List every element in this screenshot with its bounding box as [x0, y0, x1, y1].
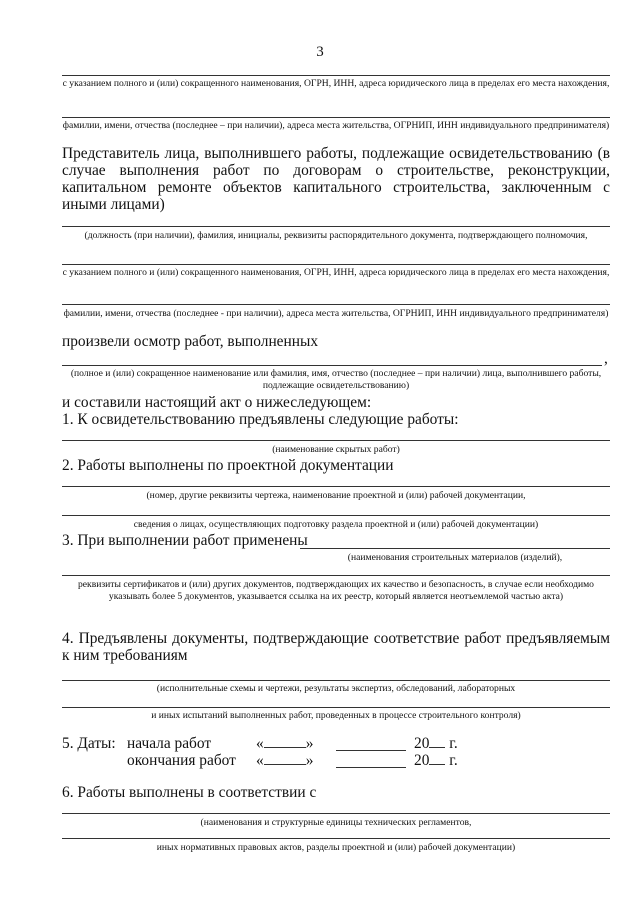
performer-comma: ,	[604, 350, 608, 367]
ip-line	[62, 117, 610, 118]
materials-caption: (наименования строительных материалов (изделий),	[347, 552, 563, 563]
designer-line	[62, 515, 610, 516]
item-6: 6. Работы выполнены в соответствии с	[62, 784, 317, 801]
position-line	[62, 226, 610, 227]
designer-caption: сведения о лицах, осуществляющих подготовку раздела проектной и (или) рабочей документации)	[133, 519, 539, 530]
ip-caption-2: фамилии, имени, отчества (последнее - при наличии), адреса места жительства, ОГРНИП, ИНН индивидуального предпринимателя)	[63, 308, 609, 319]
start-month-blank	[336, 750, 406, 751]
materials-line	[300, 548, 610, 549]
start-year-suffix: г.	[449, 735, 458, 752]
item-3: 3. При выполнении работ применены	[62, 532, 308, 549]
org-caption-2: с указанием полного и (или) сокращенного наименования, ОГРН, ИНН, адреса юридического лица в пределах его места нахождения,	[62, 267, 610, 278]
end-year-prefix: 20	[414, 752, 430, 769]
end-label: окончания работ	[127, 752, 236, 769]
regulations-caption: (наименования и структурные единицы технических регламентов,	[200, 817, 472, 828]
exec-schemes-caption: (исполнительные схемы и чертежи, результаты экспертиз, обследований, лабораторных	[156, 683, 516, 694]
org-line	[62, 75, 610, 76]
end-quote-close: »	[305, 752, 314, 769]
performer-line	[62, 365, 602, 366]
hidden-works-line	[62, 440, 610, 441]
ip-caption: фамилии, имени, отчества (последнее – при наличии), адреса места жительства, ОГРНИП, ИНН индивидуального предпринимателя)	[62, 120, 610, 131]
start-year-blank	[429, 735, 445, 748]
performer-caption: (полное и (или) сокращенное наименование или фамилия, имя, отчество (последнее – при наличии) лица, выполнившего работы, подлежащие освидетельствованию)	[70, 368, 602, 391]
start-quote-open: «	[256, 735, 264, 752]
end-date	[256, 752, 313, 769]
start-date	[256, 735, 313, 752]
exec-schemes-line	[62, 680, 610, 681]
ip-line-2	[62, 304, 610, 305]
other-acts-caption: иных нормативных правовых актов, разделы проектной и (или) рабочей документации)	[156, 842, 516, 853]
page-number: 3	[316, 44, 324, 60]
drawing-caption: (номер, другие реквизиты чертежа, наименование проектной и (или) рабочей документации,	[146, 490, 526, 501]
item-1: 1. К освидетельствованию предъявлены следующие работы:	[62, 411, 459, 428]
start-label: начала работ	[127, 735, 212, 752]
end-day-blank	[264, 752, 306, 765]
item-4: 4. Предъявлены документы, подтверждающие соответствие работ предъявляемым к ним требованиям	[62, 630, 610, 664]
inspected-label: произвели осмотр работ, выполненных	[62, 333, 319, 350]
compiled-label: и составили настоящий акт о нижеследующем:	[62, 394, 372, 411]
end-year-suffix: г.	[449, 752, 458, 769]
start-day-blank	[264, 735, 306, 748]
drawing-line	[62, 486, 610, 487]
position-caption: (должность (при наличии), фамилия, инициалы, реквизиты распорядительного документа, подтверждающего полномочия,	[84, 230, 588, 241]
start-year-prefix: 20	[414, 735, 430, 752]
certificates-caption: реквизиты сертификатов и (или) других документов, подтверждающих их качество и безопасность, в случае если необходимо указывать более 5 документов, указывается ссылка на их реестр, который является неотъемлемой частью акта)	[78, 579, 594, 602]
representative-paragraph: Представитель лица, выполнившего работы, подлежащие освидетельствованию (в случае выполнения работ по договорам о строительстве, реконструкции, капитальном ремонте объектов капитального строительства, заключенным с иными лицами)	[62, 145, 610, 213]
item-2: 2. Работы выполнены по проектной документации	[62, 457, 394, 474]
other-tests-caption: и иных испытаний выполненных работ, проведенных в процессе строительного контроля)	[151, 710, 521, 721]
regulations-line	[62, 813, 610, 814]
end-year	[414, 752, 458, 769]
org-line-2	[62, 264, 610, 265]
other-acts-line	[62, 838, 610, 839]
certificates-line	[62, 575, 610, 576]
hidden-works-caption: (наименование скрытых работ)	[272, 444, 400, 455]
item-5-label: 5. Даты:	[62, 735, 116, 752]
start-year	[414, 735, 458, 752]
start-quote-close: »	[305, 735, 314, 752]
other-tests-line	[62, 707, 610, 708]
end-year-blank	[429, 752, 445, 765]
end-quote-open: «	[256, 752, 264, 769]
end-month-blank	[336, 767, 406, 768]
org-caption: с указанием полного и (или) сокращенного наименования, ОГРН, ИНН, адреса юридического лица в пределах его места нахождения,	[62, 78, 610, 89]
